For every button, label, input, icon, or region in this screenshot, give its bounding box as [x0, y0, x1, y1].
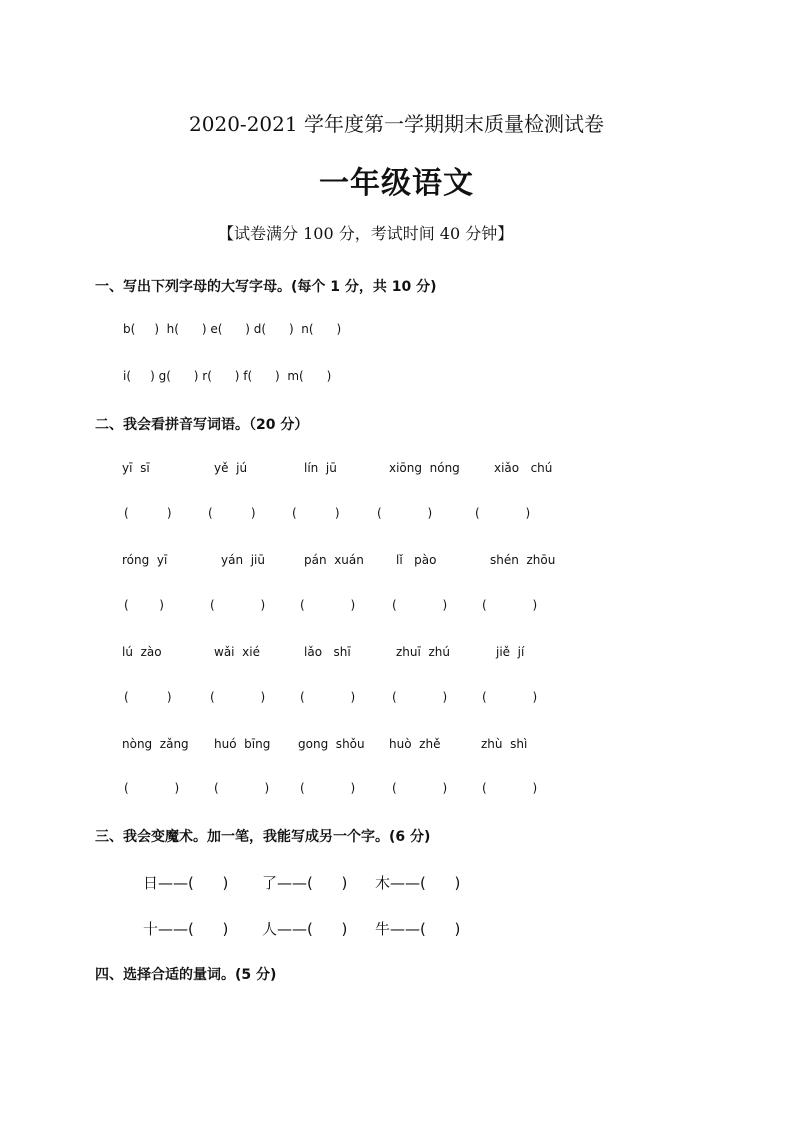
pinyin-item: nòng zǎng [122, 737, 189, 751]
answer-blank: ( ) [124, 781, 180, 795]
section3-heading: 三、我会变魔术。加一笔，我能写成另一个字。(6 分) [95, 829, 431, 845]
answer-blank: ( ) [210, 598, 266, 612]
answer-blank: ( ) [124, 506, 172, 520]
pinyin-item: yán jiū [221, 553, 265, 567]
answer-blank: ( ) [292, 506, 340, 520]
pinyin-item: gong shǒu [298, 737, 365, 751]
pinyin-item: huò zhě [389, 737, 441, 751]
pinyin-item: lú zào [122, 645, 162, 659]
answer-blank: ( ) [482, 598, 538, 612]
answer-blank: ( ) [124, 598, 164, 612]
answer-blank: ( ) [392, 690, 448, 704]
subject-title: 一年级语文 [319, 166, 474, 201]
pinyin-item: xiǎo chú [494, 461, 553, 475]
answer-blank: ( ) [214, 781, 270, 795]
pinyin-item: jiě jí [496, 645, 525, 659]
char-puzzle: 十——( ) [143, 920, 229, 938]
pinyin-item: pán xuán [304, 553, 364, 567]
pinyin-item: róng yī [122, 553, 168, 567]
answer-blank: ( ) [124, 690, 172, 704]
pinyin-item: huó bīng [214, 737, 271, 751]
exam-title: 2020-2021 学年度第一学期期末质量检测试卷 [189, 112, 604, 136]
answer-blank: ( ) [300, 690, 356, 704]
letters-row-1: b( ) h( ) e( ) d( ) n( ) [123, 322, 342, 336]
answer-blank: ( ) [392, 781, 448, 795]
section2-heading: 二、我会看拼音写词语。（20 分） [95, 417, 309, 433]
letters-row-2: i( ) g( ) r( ) f( ) m( ) [123, 369, 332, 383]
answer-blank: ( ) [300, 781, 356, 795]
char-puzzle: 了——( ) [262, 874, 348, 892]
section4-heading: 四、选择合适的量词。(5 分) [95, 967, 277, 983]
pinyin-item: lǐ pào [396, 553, 437, 567]
pinyin-item: wǎi xié [214, 645, 260, 659]
pinyin-item: xiōng nóng [389, 461, 460, 475]
pinyin-item: yī sī [122, 461, 150, 475]
exam-meta: 【试卷满分 100 分，考试时间 40 分钟】 [218, 224, 514, 243]
char-puzzle: 牛——( ) [375, 920, 461, 938]
answer-blank: ( ) [482, 781, 538, 795]
answer-blank: ( ) [475, 506, 531, 520]
char-puzzle: 人——( ) [262, 920, 348, 938]
char-puzzle: 日——( ) [143, 874, 229, 892]
pinyin-item: lǎo shī [304, 645, 351, 659]
answer-blank: ( ) [377, 506, 433, 520]
pinyin-item: zhuī zhú [396, 645, 450, 659]
char-puzzle: 木——( ) [375, 874, 461, 892]
answer-blank: ( ) [208, 506, 256, 520]
section1-heading: 一、写出下列字母的大写字母。(每个 1 分，共 10 分) [95, 279, 437, 295]
pinyin-item: yě jú [214, 461, 248, 475]
answer-blank: ( ) [392, 598, 448, 612]
answer-blank: ( ) [300, 598, 356, 612]
pinyin-item: shén zhōu [490, 553, 556, 567]
pinyin-item: lín jū [304, 461, 337, 475]
answer-blank: ( ) [210, 690, 266, 704]
answer-blank: ( ) [482, 690, 538, 704]
pinyin-item: zhù shì [481, 737, 528, 751]
